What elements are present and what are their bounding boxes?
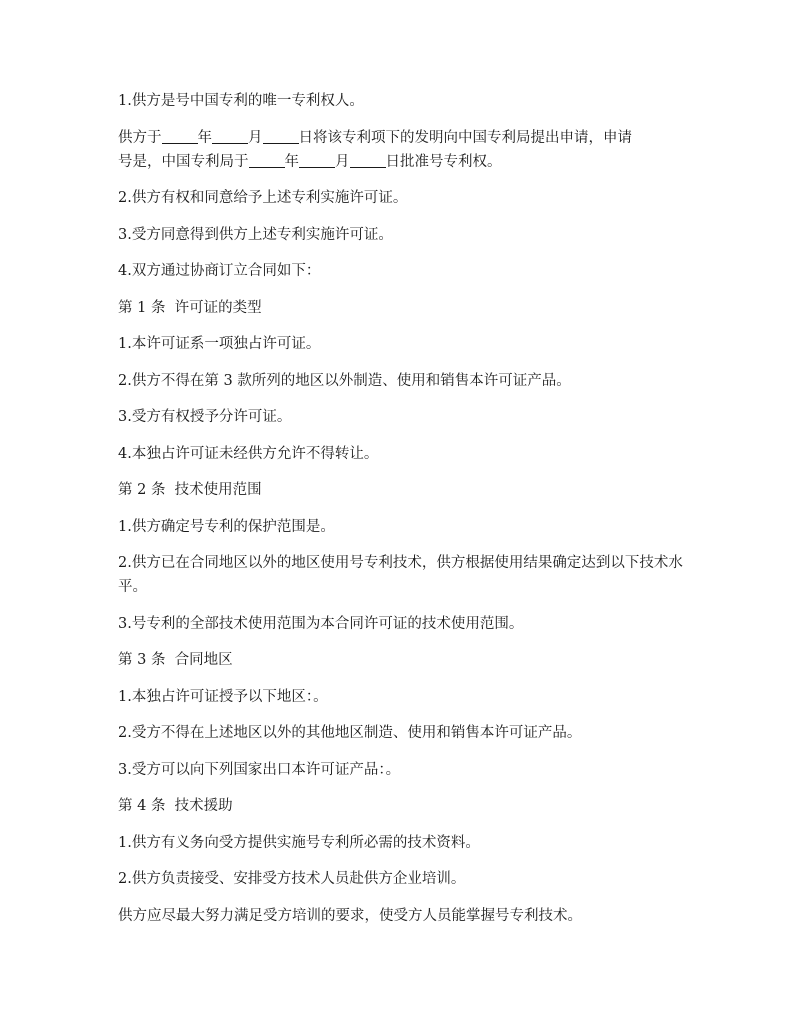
paragraph: 4.本独占许可证未经供方允许不得转让。 <box>118 445 379 462</box>
document-body <box>118 89 683 928</box>
paragraph: 2.供方有权和同意给予上述专利实施许可证。 <box>118 190 408 206</box>
article-heading: 第 1 条 许可证的类型 <box>118 299 262 316</box>
article-heading: 第 3 条 合同地区 <box>118 652 233 668</box>
blank-line <box>162 128 198 144</box>
paragraph: 4.双方通过协商订立合同如下： <box>118 263 321 279</box>
blank-line <box>299 152 335 168</box>
paragraph: 2.供方负责接受、安排受方技术人员赴供方企业培训。 <box>118 871 466 887</box>
filing-text: 号是，中国专利局于 <box>118 153 249 170</box>
paragraph: 供方应尽最大努力满足受方培训的要求，使受方人员能掌握号专利技术。 <box>118 907 582 924</box>
paragraph: 1.本许可证系一项独占许可证。 <box>118 336 321 352</box>
filing-text: 日批准号专利权。 <box>385 153 502 170</box>
paragraph: 3.受方有权授予分许可证。 <box>118 409 292 425</box>
blank-line <box>350 152 386 168</box>
filing-text: 年 <box>197 129 212 146</box>
blank-line <box>212 128 248 144</box>
paragraph: 2.供方已在合同地区以外的地区使用号专利技术，供方根据使用结果确定达到以下技术水平。 <box>118 555 683 595</box>
paragraph: 1.本独占许可证授予以下地区：。 <box>118 688 328 705</box>
article-heading: 第 4 条 技术援助 <box>118 798 233 814</box>
article-heading: 第 2 条 技术使用范围 <box>118 482 262 498</box>
filing-text: 月 <box>335 153 350 170</box>
paragraph: 2.受方不得在上述地区以外的其他地区制造、使用和销售本许可证产品。 <box>118 725 582 741</box>
paragraph: 1.供方有义务向受方提供实施号专利所必需的技术资料。 <box>118 834 480 851</box>
blank-line <box>263 128 299 144</box>
filing-text: 年 <box>284 153 299 170</box>
filing-paragraph <box>118 126 683 174</box>
paragraph: 3.受方同意得到供方上述专利实施许可证。 <box>118 226 393 243</box>
paragraph: 1.供方是号中国专利的唯一专利权人。 <box>118 93 364 109</box>
blank-line <box>249 152 285 168</box>
paragraph: 1.供方确定号专利的保护范围是。 <box>118 518 335 535</box>
filing-text: 日将该专利项下的发明向中国专利局提出申请，申请 <box>298 129 632 146</box>
filing-text: 供方于 <box>118 129 162 146</box>
paragraph: 3.号专利的全部技术使用范围为本合同许可证的技术使用范围。 <box>118 615 524 632</box>
paragraph: 2.供方不得在第 3 款所列的地区以外制造、使用和销售本许可证产品。 <box>118 372 571 389</box>
paragraph: 3.受方可以向下列国家出口本许可证产品：。 <box>118 761 401 778</box>
filing-text: 月 <box>248 129 263 146</box>
